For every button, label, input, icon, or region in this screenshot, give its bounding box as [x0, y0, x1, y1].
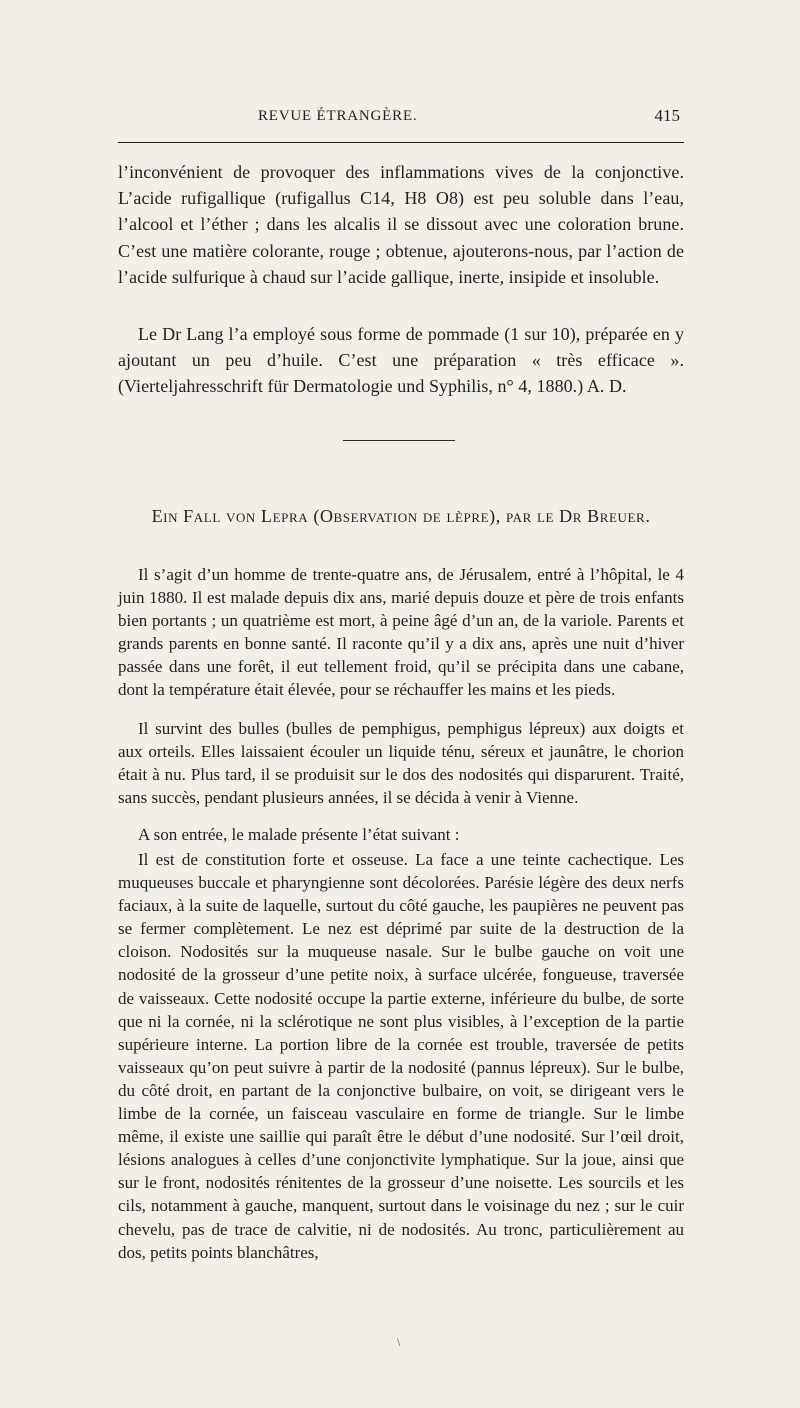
page-number: 415: [654, 106, 680, 125]
top-paragraph-1: l’inconvénient de provoquer des inflammations vives de la conjonctive. L’acide rufigallique (rufigallus C14, H8 O8) est peu soluble dans l’eau, l’alcool et l’éther ; dans les alcalis il se dissout avec une coloration brune. C’est une matière colorante, rouge ; obtenue, ajouterons-nous, par l’action de l’acide sulfurique à chaud sur l’acide gallique, inerte, insipide et insoluble.: [118, 162, 684, 287]
section-divider: [343, 440, 455, 441]
page-header: [118, 106, 684, 146]
case-paragraph-4: Il est de constitution forte et osseuse. La face a une teinte cachectique. Les muqueuses buccale et pharyngienne sont décolorées. Parésie légère des deux nerfs faciaux, à la suite de laquelle, surtout du côté gauche, les paupières ne peuvent pas se fermer complètement. Le nez est déprimé par suite de la destruction de la cloison. Nodosités sur la muqueuse nasale. Sur le bulbe gauche on voit une nodosité de la grosseur d’une petite noix, à surface ulcérée, fongueuse, traversée de vaisseaux. Cette nodosité occupe la partie externe, inférieure du bulbe, de sorte que ni la cornée, ni la sclérotique ne sont plus visibles, à l’exception de la partie supérieure interne. La portion libre de la cornée est trouble, traversée de petits vaisseaux qu’on peut suivre à partir de la nodosité (pannus lépreux). Sur le bulbe, du côté droit, en partant de la conjonctive bulbaire, on voit, se dirigeant vers le limbe de la cornée, un faisceau vasculaire en forme de triangle. Sur le limbe même, il existe une saillie qui paraît être le début d’une nodosité. Sur l’œil droit, lésions analogues à celles d’une conjonctivite lymphatique. Sur la joue, ainsi que sur le front, nodosités rénitentes de la grosseur d’une noisette. Les sourcils et les cils, notamment à gauche, manquent, surtout dans le voisinage du nez ; sur le cuir chevelu, pas de trace de calvitie, ni de nodosités. Au tronc, particulièrement au dos, petits points blanchâtres,: [118, 850, 684, 1262]
top-paragraph-2: Le Dr Lang l’a employé sous forme de pommade (1 sur 10), préparée en y ajoutant un peu d’huile. C’est une préparation « très efficace ». (Vierteljahresschrift für Dermatologie und Syphilis, n° 4, 1880.) A. D.: [118, 324, 684, 397]
running-title: REVUE ÉTRANGÈRE.: [258, 108, 418, 124]
case-paragraph-3: A son entrée, le malade présente l’état suivant :: [138, 825, 460, 844]
case-paragraph-1: Il s’agit d’un homme de trente-quatre ans, de Jérusalem, entré à l’hôpital, le 4 juin 1880. Il est malade depuis dix ans, marié depuis douze et père de trois enfants bien portants ; un quatrième est mort, à peine âgé d’un an, de la variole. Parents et grands parents en bonne santé. Il raconte qu’il y a dix ans, après une nuit d’hiver passée dans une forêt, il eut tellement froid, qu’il se précipita dans une cabane, dont la température était élevée, pour se réchauffer les mains et les pieds.: [118, 565, 684, 700]
header-rule: [118, 142, 684, 143]
case-paragraph-2: Il survint des bulles (bulles de pemphigus, pemphigus lépreux) aux doigts et aux orteils. Elles laissaient écouler un liquide ténu, séreux et jaunâtre, le chorion était à nu. Plus tard, il se produisit sur le dos des nodosités qui disparurent. Traité, sans succès, pendant plusieurs années, il se décida à venir à Vienne.: [118, 719, 684, 808]
section-title: Ein Fall von Lepra (Observation de lèpre), par le Dr Breuer.: [151, 506, 651, 526]
bottom-mark: \: [397, 1335, 401, 1349]
